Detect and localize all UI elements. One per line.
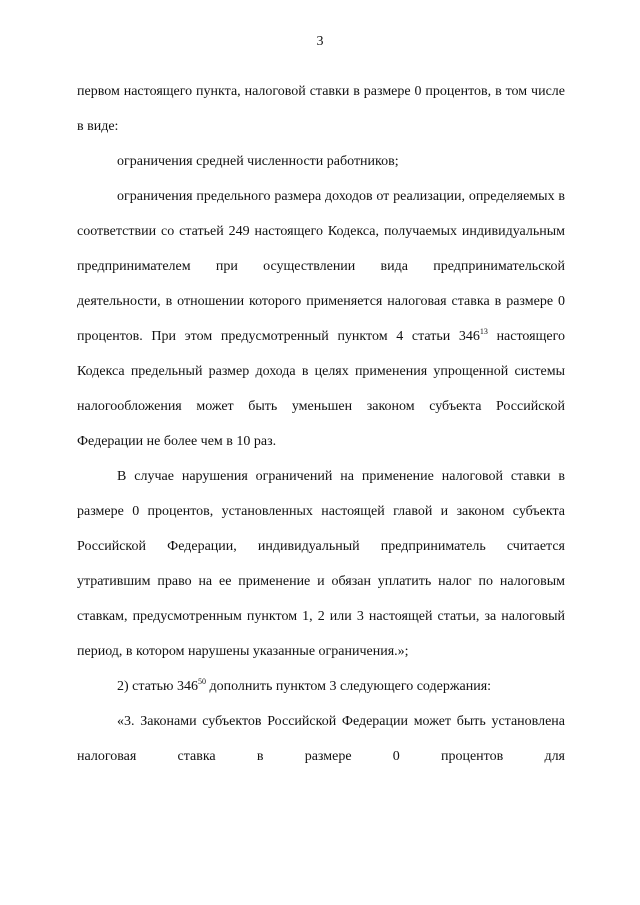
paragraph-5-superscript: 50 xyxy=(197,677,206,686)
document-body xyxy=(77,74,565,774)
paragraph-3-superscript: 13 xyxy=(479,327,488,336)
paragraph-5 xyxy=(77,669,565,704)
paragraph-5-text-before: 2) статью 346 xyxy=(117,679,198,694)
paragraph-2: ограничения средней численности работников; xyxy=(117,154,399,169)
paragraph-5-text-after: дополнить пунктом 3 следующего содержания: xyxy=(205,679,492,694)
page-number: 3 xyxy=(316,34,324,49)
paragraph-3-text-after: настоящего Кодекса предельный размер дохода в целях применения упрощенной системы налогообложения может быть уменьшен законом субъекта Российской Федерации не более чем в 10 раз. xyxy=(77,329,565,449)
paragraph-1: первом настоящего пункта, налоговой ставки в размере 0 процентов, в том числе в виде: xyxy=(77,84,565,134)
paragraph-3 xyxy=(77,179,565,459)
paragraph-4: В случае нарушения ограничений на применение налоговой ставки в размере 0 процентов, установленных настоящей главой и законом субъекта Российской Федерации, индивидуальный предприниматель считается утратившим право на ее применение и обязан уплатить налог по налоговым ставкам, предусмотренным пунктом 1, 2 или 3 настоящей статьи, за налоговый период, в котором нарушены указанные ограничения.»; xyxy=(77,469,565,659)
paragraph-3-text-before: ограничения предельного размера доходов от реализации, определяемых в соответствии со статьей 249 настоящего Кодекса, получаемых индивидуальным предпринимателем при осуществлении вида предпринимательской деятельности, в отношении которого применяется налоговая ставка в размере 0 процентов. При этом предусмотренный пунктом 4 статьи 346 xyxy=(77,189,565,344)
paragraph-6: «3. Законами субъектов Российской Федерации может быть установлена налоговая ставка в размере 0 процентов для xyxy=(77,714,565,764)
